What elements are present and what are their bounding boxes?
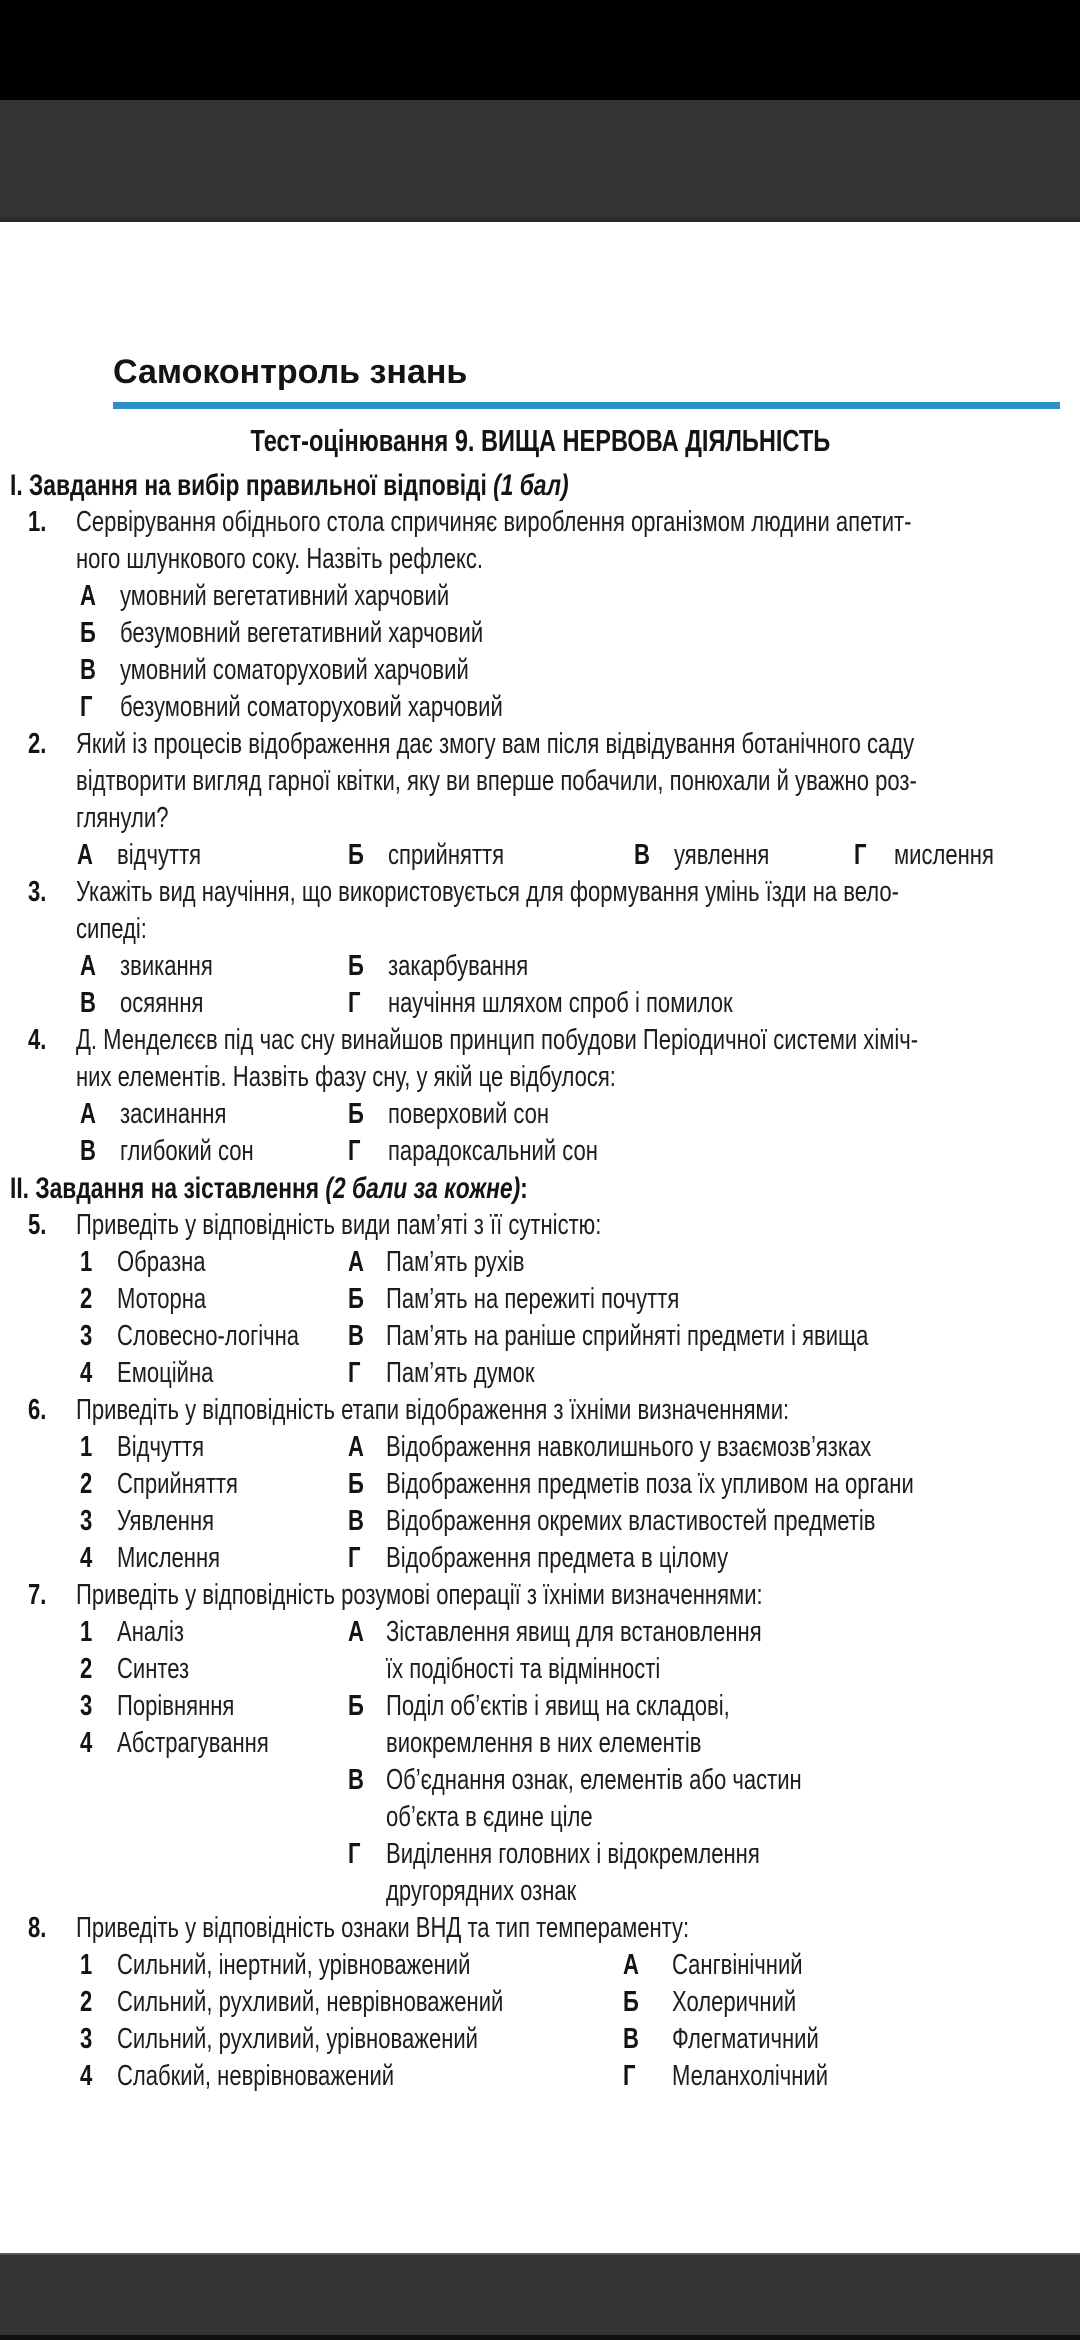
option-letter: А: [80, 580, 96, 612]
question-8-match-row-3: [0, 2021, 1080, 2058]
question-3-stem-line: [0, 911, 1080, 948]
match-letter: В: [348, 1320, 364, 1352]
match-term: Сприйняття: [117, 1468, 238, 1500]
question-4-options-row-2: [0, 1133, 1080, 1170]
question-7-match-row-3: [0, 1688, 1080, 1725]
section-heading: [0, 1170, 1080, 1207]
question-2-options-row: [0, 837, 1080, 874]
app-header-band: [0, 100, 1080, 222]
question-text: сипеді:: [76, 913, 147, 945]
match-definition: Сангвінічний: [672, 1949, 803, 1981]
question-3-options-row-1: [0, 948, 1080, 985]
option-letter: А: [80, 1098, 96, 1130]
match-letter: В: [348, 1505, 364, 1537]
match-term: Відчуття: [117, 1431, 205, 1463]
option-letter: Б: [348, 950, 364, 982]
question-text: Який із процесів відображення дає змогу вам після відвідування ботанічного саду: [76, 728, 915, 760]
section-heading-text: [10, 467, 569, 504]
match-letter: Б: [348, 1283, 364, 1315]
match-term: Аналіз: [117, 1616, 184, 1648]
match-letter: Б: [348, 1468, 364, 1500]
question-7-match-row-7: [0, 1836, 1080, 1873]
match-definition: виокремлення в них елементів: [386, 1727, 702, 1759]
question-4-stem-line: [0, 1059, 1080, 1096]
section-label: I. Завдання на вибір правильної відповіді: [10, 469, 487, 502]
section-points-note: (1 бал): [486, 469, 569, 502]
option-text: закарбування: [388, 950, 529, 982]
option-letter: Б: [348, 839, 364, 871]
option-letter: А: [80, 950, 96, 982]
match-number: 3: [80, 2023, 93, 2055]
match-letter: Г: [348, 1542, 361, 1574]
option-letter: Г: [854, 839, 867, 871]
match-term: Емоційна: [117, 1357, 214, 1389]
option-text: безумовний соматоруховий харчовий: [120, 691, 503, 723]
document-page: [0, 222, 1080, 2095]
question-text: них елементів. Назвіть фазу сну, у якій це відбулося:: [76, 1061, 616, 1093]
question-text: відтворити вигляд гарної квітки, яку ви вперше побачили, понюхали й уважно роз-: [76, 765, 917, 797]
option-letter: Г: [348, 1135, 361, 1167]
option-letter: В: [80, 654, 96, 686]
match-term: Сильний, рухливий, урівноважений: [117, 2023, 478, 2055]
question-8-match-row-2: [0, 1984, 1080, 2021]
question-text: Приведіть у відповідність ознаки ВНД та тип темпераменту:: [76, 1912, 690, 1944]
match-letter: А: [348, 1246, 364, 1278]
question-8-match-row-4: [0, 2058, 1080, 2095]
question-8-match-row-1: [0, 1947, 1080, 1984]
match-definition: Пам’ять думок: [386, 1357, 535, 1389]
option-letter: Б: [80, 617, 96, 649]
match-number: 4: [80, 1357, 93, 1389]
question-4-options-row-1: [0, 1096, 1080, 1133]
question-5-match-row-4: [0, 1355, 1080, 1392]
question-1-option-А: [0, 578, 1080, 615]
test-title-text: Тест-оцінювання 9. ВИЩА НЕРВОВА ДІЯЛЬНІСТЬ: [250, 423, 830, 458]
question-flow: [0, 467, 1080, 2095]
question-2-stem-line: [0, 726, 1080, 763]
match-number: 1: [80, 1949, 93, 1981]
match-term: Слабкий, неврівноважений: [117, 2060, 395, 2092]
page-heading: [113, 350, 1080, 394]
match-definition: Поділ об’єктів і явищ на складові,: [386, 1690, 730, 1722]
match-term: Сильний, рухливий, неврівноважений: [117, 1986, 504, 2018]
question-2-stem-line: [0, 763, 1080, 800]
match-term: Сильний, інертний, урівноважений: [117, 1949, 471, 1981]
match-term: Образна: [117, 1246, 206, 1278]
question-6-match-row-3: [0, 1503, 1080, 1540]
section-points-note: (2 бали за кожне): [319, 1172, 521, 1205]
question-7-match-row-1: [0, 1614, 1080, 1651]
match-number: 3: [80, 1320, 93, 1352]
match-definition: Виділення головних і відокремлення: [386, 1838, 760, 1870]
question-text: Укажіть вид научіння, що використовується для формування умінь їзди на вело-: [76, 876, 899, 908]
match-definition: Холеричний: [672, 1986, 797, 2018]
match-letter: Б: [623, 1986, 639, 2018]
match-letter: А: [348, 1431, 364, 1463]
question-8-stem-line: [0, 1910, 1080, 1947]
option-letter: В: [80, 1135, 96, 1167]
top-status-bar: [0, 0, 1080, 100]
match-definition: другорядних ознак: [386, 1875, 577, 1907]
match-definition: Пам’ять на пережиті почуття: [386, 1283, 680, 1315]
question-number: 2.: [28, 728, 47, 760]
question-number: 3.: [28, 876, 47, 908]
question-2-stem-line: [0, 800, 1080, 837]
match-number: 3: [80, 1690, 93, 1722]
question-6-match-row-2: [0, 1466, 1080, 1503]
match-letter: Г: [623, 2060, 636, 2092]
question-5-match-row-1: [0, 1244, 1080, 1281]
question-number: 7.: [28, 1579, 47, 1611]
question-text: Приведіть у відповідність розумові операції з їхніми визначеннями:: [76, 1579, 763, 1611]
option-text: поверховий сон: [388, 1098, 550, 1130]
question-3-stem-line: [0, 874, 1080, 911]
question-6-match-row-1: [0, 1429, 1080, 1466]
option-text: звикання: [120, 950, 213, 982]
match-definition: Відображення окремих властивостей предметів: [386, 1505, 876, 1537]
question-number: 8.: [28, 1912, 47, 1944]
section-suffix: :: [520, 1172, 528, 1205]
question-6-stem-line: [0, 1392, 1080, 1429]
question-text: Сервірування обіднього стола спричиняє вироблення організмом людини апетит-: [76, 506, 912, 538]
question-7-match-row-6: [0, 1799, 1080, 1836]
match-definition: Пам’ять рухів: [386, 1246, 525, 1278]
option-text: уявлення: [674, 839, 770, 871]
match-number: 4: [80, 1727, 93, 1759]
section-label: II. Завдання на зіставлення: [10, 1172, 320, 1205]
section-heading-text: [10, 1170, 528, 1207]
option-text: безумовний вегетативний харчовий: [120, 617, 484, 649]
option-text: засинання: [120, 1098, 227, 1130]
match-definition: Зіставлення явищ для встановлення: [386, 1616, 762, 1648]
match-definition: їх подібності та відмінності: [386, 1653, 661, 1685]
match-letter: Г: [348, 1357, 361, 1389]
match-letter: В: [348, 1764, 364, 1796]
match-definition: Флегматичний: [672, 2023, 819, 2055]
match-definition: об’єкта в єдине ціле: [386, 1801, 593, 1833]
option-text: умовний соматоруховий харчовий: [120, 654, 469, 686]
section-heading: [0, 467, 1080, 504]
match-number: 2: [80, 1986, 93, 2018]
question-number: 4.: [28, 1024, 47, 1056]
match-letter: В: [623, 2023, 639, 2055]
option-letter: В: [80, 987, 96, 1019]
match-term: Уявлення: [117, 1505, 215, 1537]
match-number: 2: [80, 1468, 93, 1500]
question-1-stem-line: [0, 504, 1080, 541]
page-heading-text: Самоконтроль знань: [113, 353, 468, 391]
question-7-match-row-8: [0, 1873, 1080, 1910]
question-number: 1.: [28, 506, 47, 538]
match-definition: Пам’ять на раніше сприйняті предмети і явища: [386, 1320, 869, 1352]
question-4-stem-line: [0, 1022, 1080, 1059]
question-1-option-Б: [0, 615, 1080, 652]
question-7-match-row-4: [0, 1725, 1080, 1762]
option-letter: А: [77, 839, 93, 871]
question-1-stem-line: [0, 541, 1080, 578]
option-letter: Г: [348, 987, 361, 1019]
match-term: Мислення: [117, 1542, 221, 1574]
match-definition: Відображення предмета в цілому: [386, 1542, 729, 1574]
match-number: 4: [80, 1542, 93, 1574]
match-definition: Меланхолічний: [672, 2060, 829, 2092]
question-5-stem-line: [0, 1207, 1080, 1244]
question-6-match-row-4: [0, 1540, 1080, 1577]
option-text: научіння шляхом спроб і помилок: [388, 987, 733, 1019]
question-3-options-row-2: [0, 985, 1080, 1022]
question-text: ного шлункового соку. Назвіть рефлекс.: [76, 543, 484, 575]
question-text: глянули?: [76, 802, 169, 834]
option-text: сприйняття: [388, 839, 505, 871]
question-7-match-row-2: [0, 1651, 1080, 1688]
option-letter: В: [634, 839, 650, 871]
question-number: 6.: [28, 1394, 47, 1426]
option-letter: Б: [348, 1098, 364, 1130]
match-term: Моторна: [117, 1283, 207, 1315]
match-number: 1: [80, 1431, 93, 1463]
question-5-match-row-2: [0, 1281, 1080, 1318]
question-7-stem-line: [0, 1577, 1080, 1614]
option-text: мислення: [894, 839, 994, 871]
match-definition: Відображення предметів поза їх упливом на органи: [386, 1468, 914, 1500]
bottom-nav-band: [0, 2253, 1080, 2340]
option-text: умовний вегетативний харчовий: [120, 580, 450, 612]
match-term: Синтез: [117, 1653, 190, 1685]
match-letter: Г: [348, 1838, 361, 1870]
option-text: осяяння: [120, 987, 204, 1019]
match-term: Словесно-логічна: [117, 1320, 300, 1352]
question-1-option-Г: [0, 689, 1080, 726]
match-number: 3: [80, 1505, 93, 1537]
match-definition: Відображення навколишнього у взаємозв’язках: [386, 1431, 872, 1463]
match-term: Порівняння: [117, 1690, 235, 1722]
match-number: 2: [80, 1283, 93, 1315]
match-letter: А: [348, 1616, 364, 1648]
question-number: 5.: [28, 1209, 47, 1241]
test-title: [0, 421, 1080, 461]
option-text: парадоксальний сон: [388, 1135, 598, 1167]
match-number: 4: [80, 2060, 93, 2092]
question-text: Д. Менделєєв під час сну винайшов принцип побудови Періодичної системи хіміч-: [76, 1024, 919, 1056]
question-text: Приведіть у відповідність види пам’яті з її сутністю:: [76, 1209, 602, 1241]
question-text: Приведіть у відповідність етапи відображення з їхніми визначеннями:: [76, 1394, 790, 1426]
question-7-match-row-5: [0, 1762, 1080, 1799]
question-5-match-row-3: [0, 1318, 1080, 1355]
option-text: глибокий сон: [120, 1135, 254, 1167]
match-term: Абстрагування: [117, 1727, 269, 1759]
option-text: відчуття: [117, 839, 202, 871]
match-number: 2: [80, 1653, 93, 1685]
question-1-option-В: [0, 652, 1080, 689]
accent-rule: [113, 402, 1060, 409]
match-letter: А: [623, 1949, 639, 1981]
option-letter: Г: [80, 691, 93, 723]
match-definition: Об’єднання ознак, елементів або частин: [386, 1764, 802, 1796]
match-number: 1: [80, 1246, 93, 1278]
match-letter: Б: [348, 1690, 364, 1722]
match-number: 1: [80, 1616, 93, 1648]
